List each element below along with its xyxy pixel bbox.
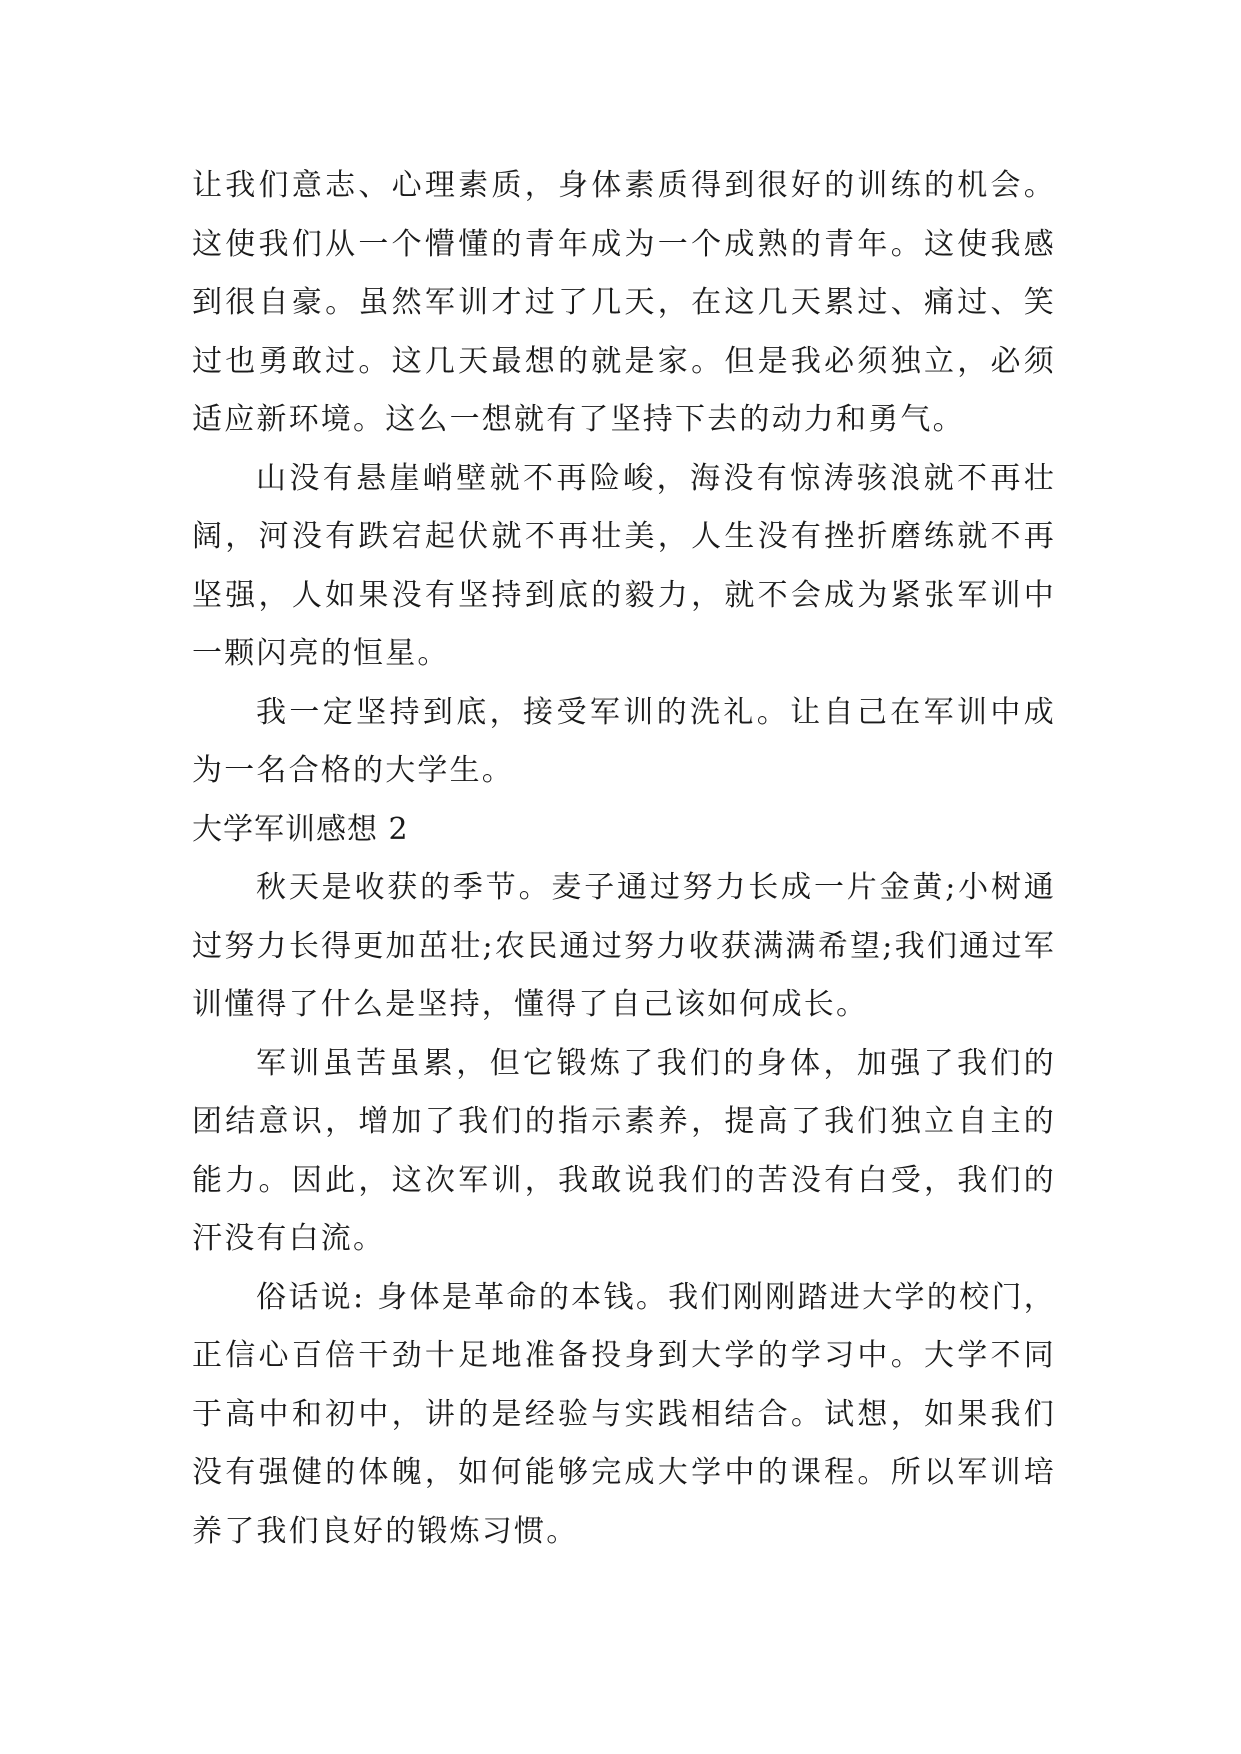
section-heading: 大学军训感想 2 <box>192 811 409 847</box>
document-body <box>192 157 1056 1561</box>
paragraph-6: 俗话说: 身体是革命的本钱。我们刚刚踏进大学的校门，正信心百倍干劲十足地准备投身到大学的学习中。大学不同于高中和初中，讲的是经验与实践相结合。试想，如果我们没有强健的体魄，如何能够完成大学中的课程。所以军训培养了我们良好的锻炼习惯。 <box>192 1279 1056 1549</box>
paragraph-4: 秋天是收获的季节。麦子通过努力长成一片金黄;小树通过努力长得更加茁壮;农民通过努力收获满满希望;我们通过军训懂得了什么是坚持，懂得了自己该如何成长。 <box>192 870 1056 1022</box>
paragraph-2: 山没有悬崖峭壁就不再险峻，海没有惊涛骇浪就不再壮阔，河没有跌宕起伏就不再壮美，人生没有挫折磨练就不再坚强，人如果没有坚持到底的毅力，就不会成为紧张军训中一颗闪亮的恒星。 <box>192 460 1056 671</box>
paragraph-5: 军训虽苦虽累，但它锻炼了我们的身体，加强了我们的团结意识，增加了我们的指示素养，提高了我们独立自主的能力。因此，这次军训，我敢说我们的苦没有白受，我们的汗没有白流。 <box>192 1045 1056 1256</box>
paragraph-3: 我一定坚持到底，接受军训的洗礼。让自己在军训中成为一名合格的大学生。 <box>192 694 1056 788</box>
paragraph-1: 让我们意志、心理素质，身体素质得到很好的训练的机会。这使我们从一个懵懂的青年成为一个成熟的青年。这使我感到很自豪。虽然军训才过了几天，在这几天累过、痛过、笑过也勇敢过。这几天最想的就是家。但是我必须独立，必须适应新环境。这么一想就有了坚持下去的动力和勇气。 <box>192 168 1056 437</box>
